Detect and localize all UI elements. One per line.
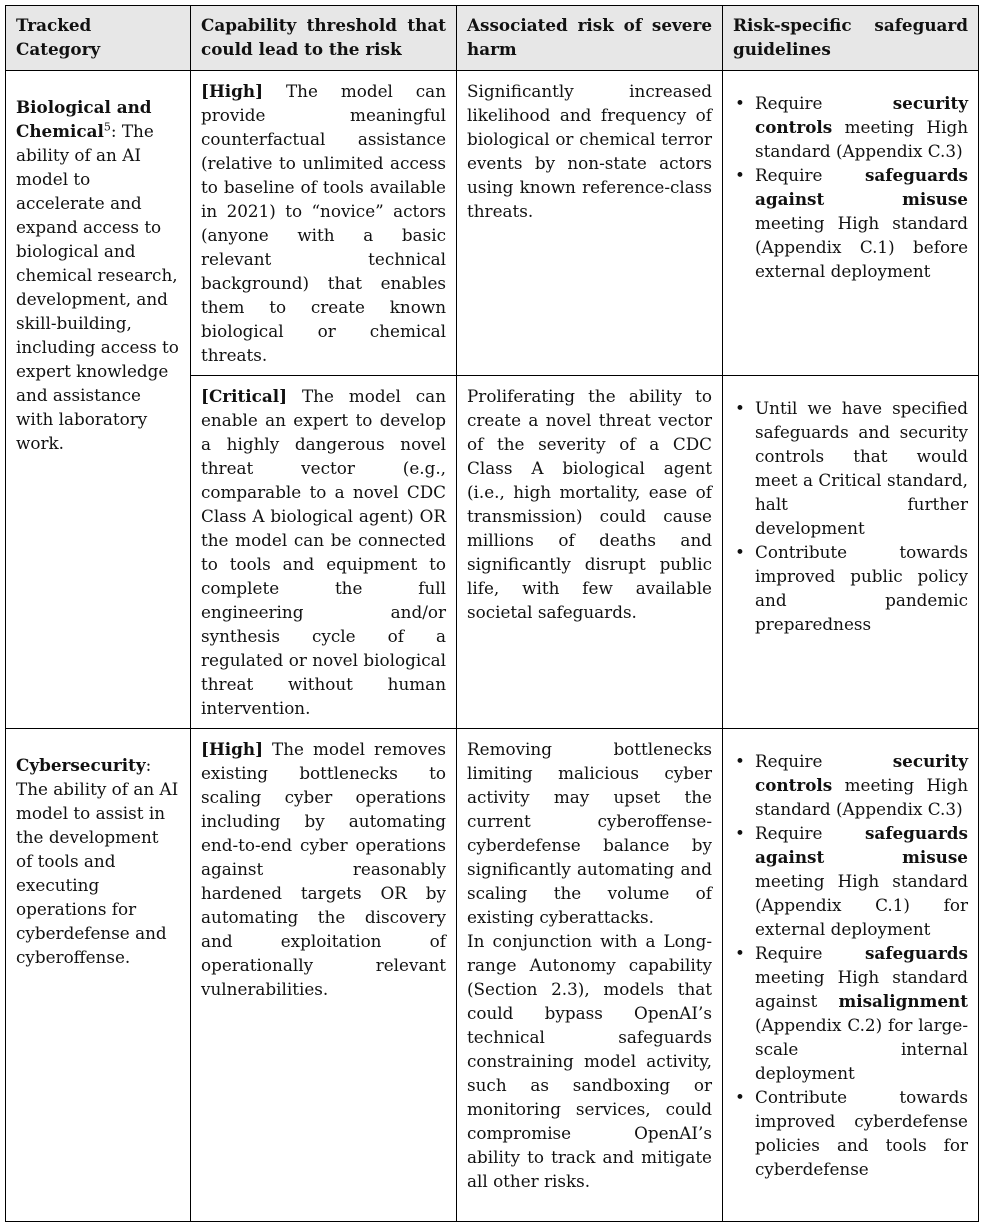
guideline-text: Require: [755, 165, 865, 185]
category-name: Biological and Chemical: [16, 97, 152, 141]
list-item: • Until we have specified safeguards and security controls that would meet a Critical standard, halt further development: [733, 396, 968, 540]
category-cell-bio-chem: [6, 71, 191, 729]
header-associated-risk: Associated risk of severe harm: [457, 6, 723, 71]
footnote-marker: 5: [103, 120, 111, 134]
category-cell-cybersecurity: [6, 729, 191, 1222]
list-item: [733, 821, 968, 941]
guideline-emphasis: security controls: [755, 751, 968, 795]
risk-cell: [457, 729, 723, 1222]
table-header: [6, 6, 979, 71]
guideline-text: (Appendix C.2) for large-scale internal deployment: [755, 1015, 968, 1083]
list-item: [733, 91, 968, 163]
category-name: Cybersecurity: [16, 755, 146, 775]
table-row: [6, 71, 979, 376]
list-item: [733, 163, 968, 283]
guidelines-list: [733, 396, 968, 636]
risk-text: Proliferating the ability to create a novel threat vector of the severity of a CDC Class A biological agent (i.e., high mortality, ease of transmission) could cause millions of deaths and significantly disrupt public life, with few available societal safeguards.: [467, 386, 712, 622]
risk-table: [5, 5, 979, 1222]
threshold-text: The model can enable an expert to develop a highly dangerous novel threat vector (e.g., comparable to a novel CDC Class A biological agent) OR the model can be connected to tools and equipment to complete the full engineering and/or synthesis cycle of a regulated or novel biological threat without human intervention.: [201, 386, 446, 718]
list-item: [733, 749, 968, 821]
guideline-emphasis: safeguards: [864, 943, 968, 963]
level-label-critical: [Critical]: [201, 386, 288, 406]
risk-cell: [457, 376, 723, 729]
threshold-cell: [191, 376, 457, 729]
list-item: [733, 941, 968, 1085]
threshold-cell: [191, 729, 457, 1222]
guideline-text: meeting High standard (Appendix C.1) for external deployment: [755, 871, 968, 939]
guideline-text: Require: [755, 823, 865, 843]
threshold-text: The model can provide meaningful counterfactual assistance (relative to unlimited access to baseline of tools available in 2021) to “novice” actors (anyone with a basic relevant technical background) that enables them to create known biological or chemical threats.: [201, 81, 446, 365]
guideline-text: meeting High standard (Appendix C.3): [755, 117, 968, 161]
level-label-high: [High]: [201, 739, 264, 759]
guidelines-cell: [723, 71, 979, 376]
threshold-cell: [191, 71, 457, 376]
risk-text: Removing bottlenecks limiting malicious cyber activity may upset the current cyberoffense-cyberdefense balance by significantly automating and scaling the volume of existing cyberattacks.: [467, 739, 712, 927]
threshold-text: The model removes existing bottlenecks to scaling cyber operations including by automating end-to-end cyber operations against reasonably hardened targets OR by automating the discovery and exploitation of operationally relevant vulnerabilities.: [201, 739, 446, 999]
guideline-emphasis: safeguards against misuse: [755, 823, 968, 867]
guideline-text: Require: [755, 93, 893, 113]
guideline-text: Require: [755, 751, 893, 771]
header-safeguard-guidelines: Risk-specific safeguard guidelines: [723, 6, 979, 71]
guideline-text: meeting High standard against: [755, 967, 968, 1011]
risk-text: Significantly increased likelihood and frequency of biological or chemical terror events by non-state actors using known reference-class threats.: [467, 81, 712, 221]
list-item: [733, 1085, 968, 1181]
header-row: [6, 6, 979, 71]
list-item: • Contribute towards improved public policy and pandemic preparedness: [733, 540, 968, 636]
guideline-emphasis: safeguards against misuse: [755, 165, 968, 209]
guideline-emphasis: misalignment: [838, 991, 968, 1011]
guidelines-list: [733, 91, 968, 283]
category-description: : The ability of an AI model to accelerate and expand access to biological and chemical research, development, and skill-building, including access to expert knowledge and assistance with laboratory work.: [16, 121, 179, 453]
category-description: : The ability of an AI model to assist in the development of tools and executing operations for cyberdefense and cyberoffense.: [16, 755, 179, 967]
guideline-text: Contribute towards improved cyberdefense policies and tools for cyberdefense: [755, 1087, 968, 1179]
guideline-emphasis: security controls: [755, 93, 968, 137]
guidelines-cell: [723, 376, 979, 729]
table-row: [6, 729, 979, 1222]
risk-cell: [457, 71, 723, 376]
header-tracked-category: Tracked Category: [6, 6, 191, 71]
header-capability-threshold: Capability threshold that could lead to the risk: [191, 6, 457, 71]
level-label-high: [High]: [201, 81, 264, 101]
guideline-text: meeting High standard (Appendix C.1) before external deployment: [755, 213, 968, 281]
guidelines-list: [733, 749, 968, 1181]
guideline-text: meeting High standard (Appendix C.3): [755, 775, 968, 819]
risk-text: In conjunction with a Long-range Autonomy capability (Section 2.3), models that could bypass OpenAI’s technical safeguards constraining model activity, such as sandboxing or monitoring services, could compromise OpenAI’s ability to track and mitigate all other risks.: [467, 931, 712, 1191]
guideline-text: Require: [755, 943, 865, 963]
guidelines-cell: [723, 729, 979, 1222]
